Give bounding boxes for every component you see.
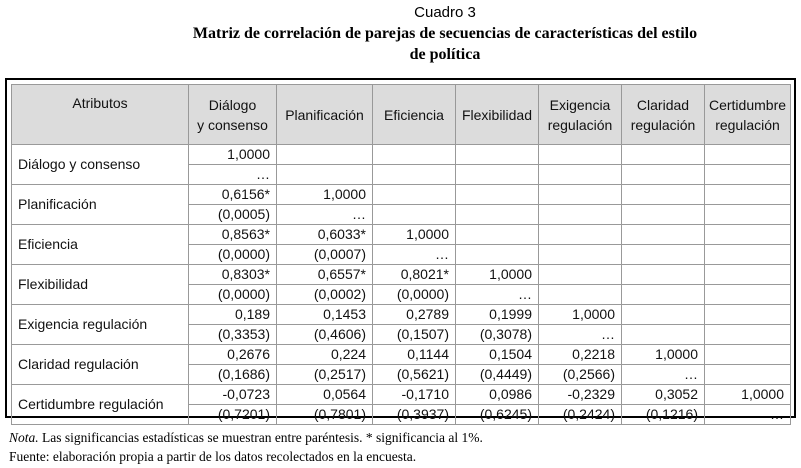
table-title-line-2: de política [409,46,481,63]
column-header [189,85,277,145]
correlation-cell [622,265,705,285]
column-header [539,85,622,145]
p-value-cell: (0,0000) [373,285,456,305]
table-row [12,265,791,285]
p-value-cell [456,245,539,265]
p-value-cell: (0,1686) [189,365,277,385]
p-value-cell: (0,1216) [622,405,705,425]
correlation-cell: 0,1144 [373,345,456,365]
source-line: Fuente: elaboración propia a partir de los datos recolectados en la encuesta. [9,449,417,464]
correlation-table [11,84,791,425]
column-header [622,85,705,145]
p-value-cell: (0,0000) [189,245,277,265]
p-value-cell: (0,0005) [189,205,277,225]
correlation-cell [705,145,791,165]
correlation-cell: 0,8303* [189,265,277,285]
p-value-cell [622,205,705,225]
p-value-cell: … [277,205,373,225]
p-value-cell [705,245,791,265]
column-header-line-1: Eficiencia [384,106,444,123]
correlation-cell [705,265,791,285]
correlation-cell: 0,8021* [373,265,456,285]
column-header-line-2: regulación [547,116,613,133]
correlation-cell [622,185,705,205]
p-value-cell: … [539,325,622,345]
correlation-cell: 0,6033* [277,225,373,245]
p-value-cell [705,325,791,345]
row-label: Eficiencia [12,225,189,265]
correlation-cell: 1,0000 [277,185,373,205]
p-value-cell: … [622,365,705,385]
correlation-table-frame [5,78,796,422]
row-label: Planificación [12,185,189,225]
column-header-line-1: Planificación [285,106,364,123]
table-caption: Cuadro 3 [414,4,476,21]
p-value-cell: … [456,285,539,305]
header-row [12,85,791,145]
column-header [456,85,539,145]
correlation-cell: -0,0723 [189,385,277,405]
p-value-cell: (0,2566) [539,365,622,385]
correlation-cell: 0,6156* [189,185,277,205]
row-label: Flexibilidad [12,265,189,305]
correlation-cell [539,185,622,205]
correlation-cell [705,225,791,245]
p-value-cell: (0,5621) [373,365,456,385]
column-header-line-1: Atributos [72,95,128,111]
correlation-cell [622,225,705,245]
correlation-cell [622,145,705,165]
note-label: Nota. [9,430,39,445]
correlation-cell [539,265,622,285]
p-value-cell [539,245,622,265]
column-header [277,85,373,145]
p-value-cell [705,205,791,225]
p-value-cell: (0,7201) [189,405,277,425]
p-value-cell: (0,3937) [373,405,456,425]
correlation-cell: 1,0000 [189,145,277,165]
p-value-cell [539,165,622,185]
table-row [12,385,791,405]
correlation-cell: 0,2676 [189,345,277,365]
p-value-cell: (0,1507) [373,325,456,345]
p-value-cell: (0,3078) [456,325,539,345]
correlation-cell: 1,0000 [456,265,539,285]
p-value-cell [705,165,791,185]
correlation-cell: 0,6557* [277,265,373,285]
p-value-cell [705,365,791,385]
correlation-cell: 1,0000 [705,385,791,405]
p-value-cell [539,285,622,305]
correlation-cell: 0,0986 [456,385,539,405]
table-row [12,305,791,325]
column-header-line-2: y consenso [197,116,268,133]
correlation-cell [456,225,539,245]
column-header-line-1: Diálogo [208,96,257,113]
row-label: Certidumbre regulación [12,385,189,425]
row-label: Exigencia regulación [12,305,189,345]
column-header-atributos [12,85,189,145]
correlation-cell: 0,3052 [622,385,705,405]
table-row [12,345,791,365]
p-value-cell: (0,4606) [277,325,373,345]
p-value-cell: (0,0007) [277,245,373,265]
correlation-cell: 0,1999 [456,305,539,325]
note-text: Las significancias estadísticas se muestran entre paréntesis. * significancia al 1%. [38,430,483,445]
column-header-line-2: regulación [630,116,696,133]
p-value-cell [456,165,539,185]
column-header-line-2: regulación [715,116,780,133]
correlation-cell: -0,2329 [539,385,622,405]
correlation-cell: 0,1504 [456,345,539,365]
note-line [9,428,483,447]
p-value-cell: (0,2424) [539,405,622,425]
correlation-cell: 0,0564 [277,385,373,405]
p-value-cell [373,165,456,185]
column-header-line-1: Certidumbre [708,96,787,113]
correlation-cell [277,145,373,165]
p-value-cell: (0,0000) [189,285,277,305]
p-value-cell [622,325,705,345]
column-header-line-1: Claridad [636,96,690,113]
correlation-cell [373,185,456,205]
table-row [12,225,791,245]
p-value-cell: … [705,405,791,425]
correlation-cell [705,345,791,365]
p-value-cell [622,245,705,265]
p-value-cell: (0,4449) [456,365,539,385]
p-value-cell [277,165,373,185]
p-value-cell: (0,2517) [277,365,373,385]
correlation-cell [705,305,791,325]
p-value-cell [622,165,705,185]
column-header-line-1: Exigencia [549,96,611,113]
correlation-cell: 0,1453 [277,305,373,325]
p-value-cell [539,205,622,225]
column-header [373,85,456,145]
correlation-cell [622,305,705,325]
correlation-cell: 1,0000 [373,225,456,245]
table-notes [9,428,483,466]
correlation-cell: 1,0000 [539,305,622,325]
correlation-cell [539,145,622,165]
p-value-cell [622,285,705,305]
row-label: Claridad regulación [12,345,189,385]
table-row [12,185,791,205]
row-label: Diálogo y consenso [12,145,189,185]
table-row [12,145,791,165]
p-value-cell: … [373,245,456,265]
table-title-line-1: Matriz de correlación de parejas de secuencias de características del estilo [192,25,698,42]
table-title [0,23,801,65]
p-value-cell [456,205,539,225]
p-value-cell: (0,6245) [456,405,539,425]
p-value-cell [705,285,791,305]
p-value-cell [373,205,456,225]
p-value-cell: (0,3353) [189,325,277,345]
correlation-cell: 0,189 [189,305,277,325]
correlation-cell: 1,0000 [622,345,705,365]
p-value-cell: … [189,165,277,185]
p-value-cell: (0,0002) [277,285,373,305]
correlation-cell [373,145,456,165]
correlation-cell [456,185,539,205]
correlation-cell: 0,224 [277,345,373,365]
correlation-cell: 0,8563* [189,225,277,245]
correlation-cell: 0,2218 [539,345,622,365]
correlation-cell [705,185,791,205]
p-value-cell: (0,7801) [277,405,373,425]
table-body [12,145,791,425]
correlation-cell: 0,2789 [373,305,456,325]
correlation-cell: -0,1710 [373,385,456,405]
column-header-line-1: Flexibilidad [461,106,533,123]
correlation-cell [539,225,622,245]
column-header [705,85,791,145]
correlation-cell [456,145,539,165]
